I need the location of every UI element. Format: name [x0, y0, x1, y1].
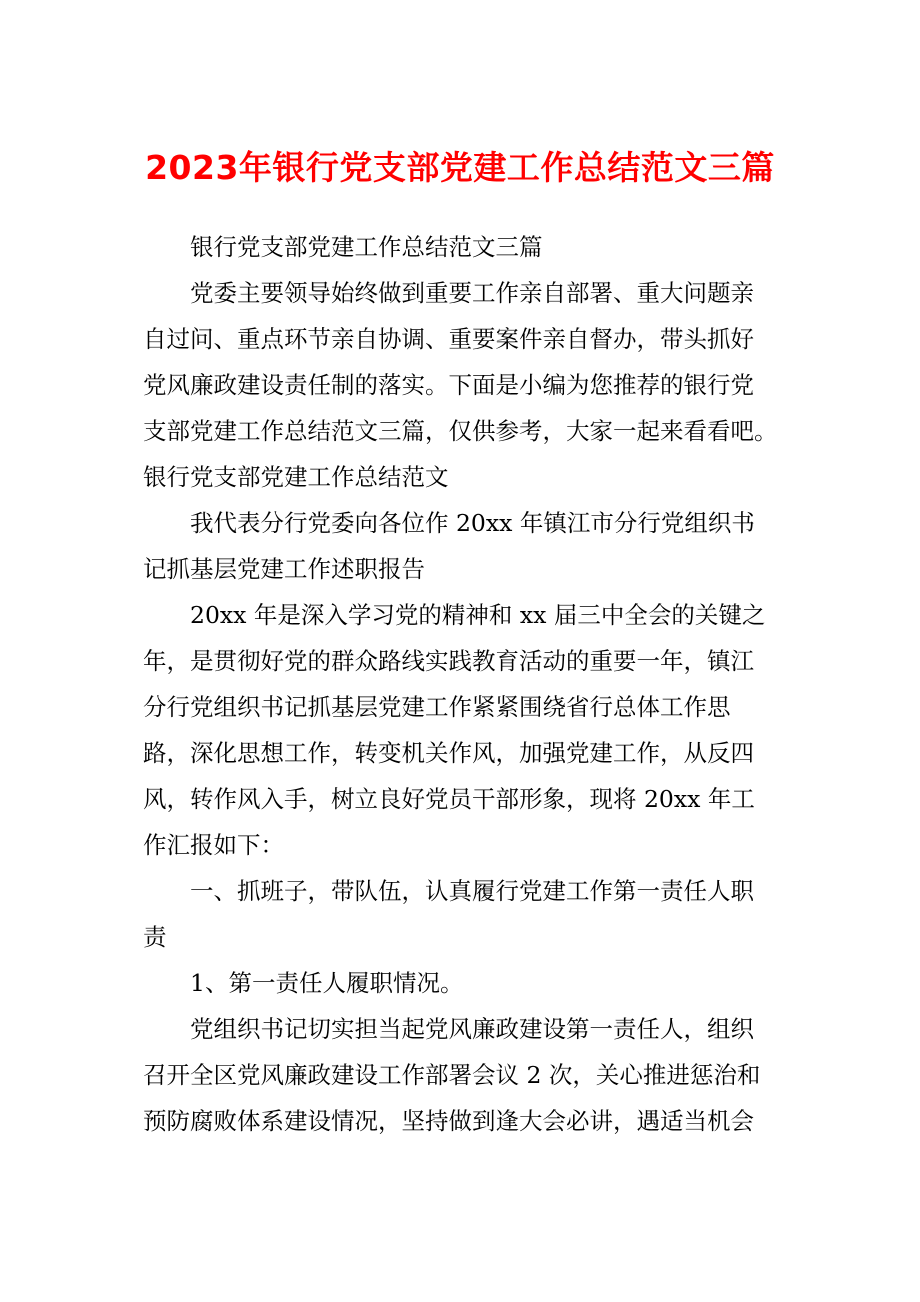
paragraph-line: 作汇报如下：	[143, 831, 284, 859]
paragraph-line: 风，转作风入手，树立良好党员干部形象，现将 20xx 年工	[143, 785, 755, 813]
section-heading: 银行党支部党建工作总结范文	[143, 463, 449, 491]
document-body	[143, 224, 783, 1144]
paragraph-line: 召开全区党风廉政建设工作部署会议 2 次，关心推进惩治和	[143, 1061, 761, 1089]
paragraph-line: 预防腐败体系建设情况，坚持做到逢大会必讲，遇适当机会	[143, 1107, 754, 1135]
paragraph-line: 党组织书记切实担当起党风廉政建设第一责任人，组织	[190, 1015, 754, 1043]
paragraph-line: 20xx 年是深入学习党的精神和 xx 届三中全会的关键之	[190, 601, 766, 629]
subsection-heading: 1、第一责任人履职情况。	[190, 969, 464, 997]
paragraph-line: 自过问、重点环节亲自协调、重要案件亲自督办，带头抓好	[143, 325, 754, 353]
paragraph-line: 路，深化思想工作，转变机关作风，加强党建工作，从反四	[143, 739, 754, 767]
section-heading: 一、抓班子，带队伍，认真履行党建工作第一责任人职	[190, 877, 754, 905]
paragraph-line: 分行党组织书记抓基层党建工作紧紧围绕省行总体工作思	[143, 693, 731, 721]
paragraph-line: 记抓基层党建工作述职报告	[143, 555, 425, 583]
paragraph-line: 党委主要领导始终做到重要工作亲自部署、重大问题亲	[190, 279, 754, 307]
paragraph-line: 我代表分行党委向各位作 20xx 年镇江市分行党组织书	[190, 509, 755, 537]
paragraph-line: 年，是贯彻好党的群众路线实践教育活动的重要一年，镇江	[143, 647, 754, 675]
paragraph-line: 支部党建工作总结范文三篇，仅供参考，大家一起来看看吧。	[143, 417, 778, 445]
document-title: 2023年银行党支部党建工作总结范文三篇	[145, 148, 775, 187]
subtitle-line: 银行党支部党建工作总结范文三篇	[190, 233, 543, 261]
paragraph-line: 党风廉政建设责任制的落实。下面是小编为您推荐的银行党	[143, 371, 754, 399]
section-heading: 责	[143, 923, 167, 951]
